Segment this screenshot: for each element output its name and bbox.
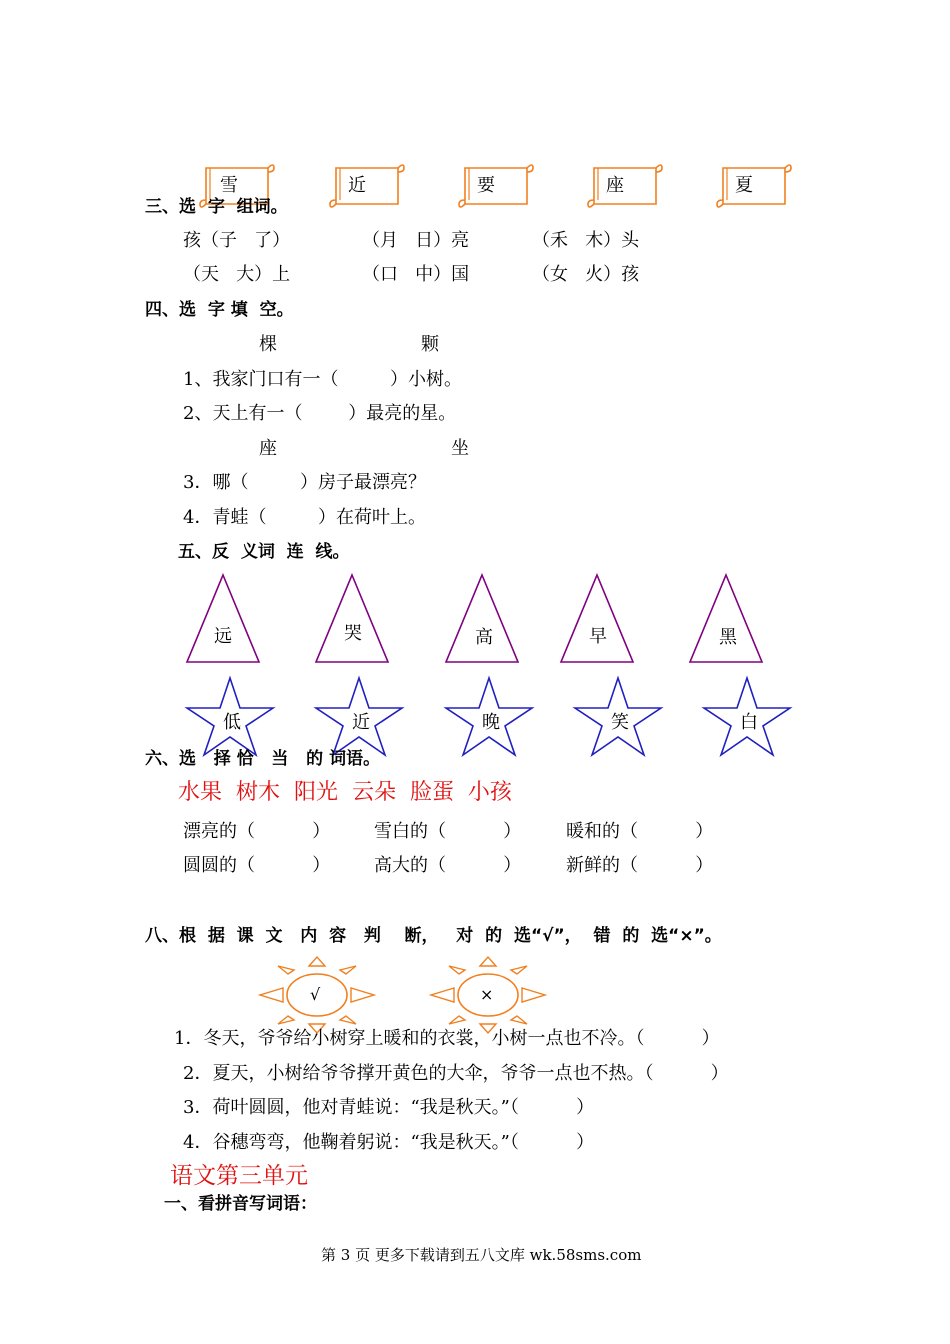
star-word: 晚 (482, 712, 500, 733)
fill-blank-question: 2、天上有一（ ）最亮的星。 (183, 403, 457, 424)
scroll-label: 雪 (220, 175, 238, 196)
scroll-label: 座 (606, 175, 624, 196)
choice-word: 坐 (451, 438, 469, 459)
sun-mark: × (480, 985, 494, 1004)
word-choice-item: （口 中）国 (362, 264, 470, 285)
triangle-word: 高 (475, 627, 493, 648)
sun-shape (258, 956, 376, 1034)
triangle-word: 早 (589, 626, 607, 647)
scroll-label: 要 (477, 175, 495, 196)
word-choice-item: （禾 木）头 (532, 230, 640, 251)
section-4-title: 四、选 字 填 空。 (145, 300, 294, 320)
choice-word: 棵 (259, 334, 277, 355)
word-choice-item: （天 大）上 (183, 264, 291, 285)
judgment-question: 3．荷叶圆圆，他对青蛙说：“我是秋天。”（ ） (183, 1097, 595, 1118)
star-shape (444, 676, 534, 756)
star-shape (702, 676, 792, 756)
choice-word: 颗 (421, 334, 439, 355)
fill-blank-item: 暖和的（ ） (566, 821, 714, 842)
triangle-word: 远 (214, 626, 232, 647)
triangle-shape (559, 573, 635, 665)
section-3-title: 三、选 字 组词。 (145, 197, 288, 217)
word-choice-item: （女 火）孩 (532, 264, 640, 285)
star-shape (573, 676, 663, 756)
star-shape (314, 676, 404, 756)
section-6-title: 六、选 择 恰 当 的 词语。 (145, 749, 381, 769)
triangle-shape (688, 573, 764, 665)
word-choice-item: （月 日）亮 (362, 230, 470, 251)
fill-blank-item: 圆圆的（ ） (183, 855, 331, 876)
sun-mark: √ (310, 985, 321, 1004)
fill-blank-item: 新鲜的（ ） (566, 855, 714, 876)
triangle-shape (185, 573, 261, 665)
triangle-shape (444, 573, 520, 665)
scroll-shape (586, 160, 664, 212)
scroll-shape (457, 160, 535, 212)
triangle-shape (314, 573, 390, 665)
star-word: 低 (223, 712, 241, 733)
scroll-banner (586, 160, 664, 212)
scroll-label: 近 (348, 175, 366, 196)
star-word: 近 (352, 712, 370, 733)
scroll-shape (328, 160, 406, 212)
judgment-question: 1．冬天，爷爷给小树穿上暖和的衣裳，小树一点也不冷。（ ） (174, 1028, 720, 1049)
star-word: 笑 (611, 712, 629, 733)
judgment-question: 2．夏天，小树给爷爷撑开黄色的大伞，爷爷一点也不热。（ ） (183, 1063, 729, 1084)
fill-blank-item: 高大的（ ） (374, 855, 522, 876)
fill-blank-item: 漂亮的（ ） (183, 821, 331, 842)
star-shape (185, 676, 275, 756)
section-8-title: 八、根 据 课 文 内 容 判 断， 对 的 选“√”， 错 的 选“×”。 (145, 926, 722, 946)
word-choice-item: 孩（子 了） (183, 230, 291, 251)
triangle-word: 黑 (719, 627, 737, 648)
fill-blank-question: 1、我家门口有一（ ）小树。 (183, 369, 462, 390)
scroll-banner (457, 160, 535, 212)
triangle-word: 哭 (344, 623, 362, 644)
fill-blank-question: 3．哪（ ）房子最漂亮？ (183, 472, 426, 493)
scroll-banner (715, 160, 793, 212)
fill-blank-question: 4．青蛙（ ）在荷叶上。 (183, 507, 426, 528)
star-word: 白 (740, 712, 758, 733)
section-5-title: 五、反 义词 连 线。 (178, 542, 350, 562)
scroll-shape (715, 160, 793, 212)
unit-title: 语文第三单元 (170, 1163, 308, 1189)
page-footer: 第 3 页 更多下载请到五八文库 wk.58sms.com (321, 1246, 642, 1264)
choice-word: 座 (259, 438, 277, 459)
word-bank: 水果 树木 阳光 云朵 脸蛋 小孩 (178, 780, 512, 805)
scroll-label: 夏 (735, 175, 753, 196)
pinyin-section-title: 一、看拼音写词语： (164, 1194, 317, 1214)
scroll-banner (328, 160, 406, 212)
fill-blank-item: 雪白的（ ） (374, 821, 522, 842)
judgment-question: 4．谷穗弯弯，他鞠着躬说：“我是秋天。”（ ） (183, 1132, 595, 1153)
sun-shape (429, 956, 547, 1034)
